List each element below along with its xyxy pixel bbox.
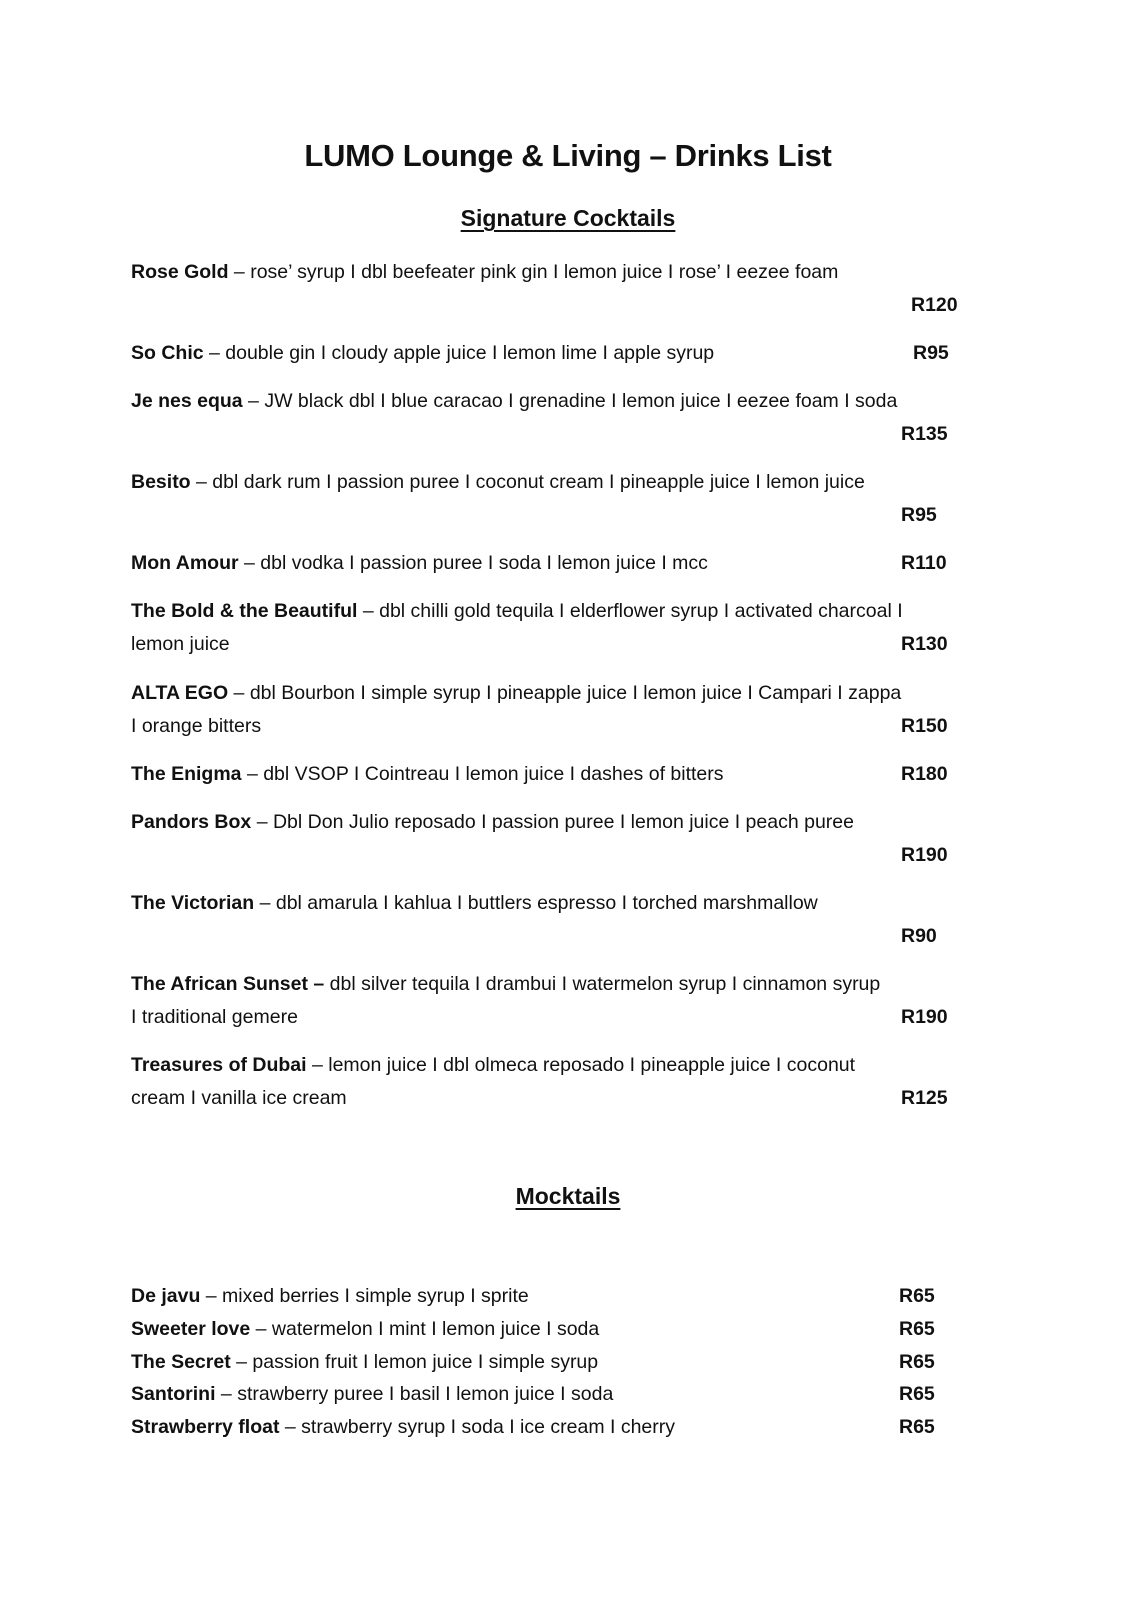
item-price: R65: [899, 1351, 935, 1373]
mocktail-item-de-javu: [131, 1280, 1011, 1313]
item-price: R110: [901, 552, 947, 574]
item-name: The Victorian: [131, 892, 255, 914]
item-description: dbl silver tequila I drambui I watermelon syrup I cinnamon syrup I traditional gemere: [131, 973, 881, 1028]
mocktails-heading: Mocktails: [515, 1183, 621, 1209]
cocktail-item-rose-gold: [131, 256, 1011, 316]
item-name: ALTA EGO: [131, 682, 229, 704]
item-price: R150: [901, 715, 948, 737]
item-description: – dbl dark rum I passion puree I coconut cream I pineapple juice I lemon juice: [190, 471, 865, 493]
mocktail-item-strawberry-float: [131, 1411, 1011, 1444]
item-name: Strawberry float: [131, 1416, 280, 1438]
cocktail-item-besito: [131, 466, 1011, 526]
item-price: R95: [901, 504, 937, 526]
item-description: – strawberry syrup I soda I ice cream I cherry: [279, 1416, 676, 1438]
cocktail-item-alta-ego: [131, 677, 948, 743]
cocktail-item-bold-beautiful: [131, 595, 948, 661]
item-description: – dbl amarula I kahlua I buttlers espresso I torched marshmallow: [254, 892, 818, 914]
item-name: Santorini: [131, 1383, 216, 1405]
item-price: R125: [901, 1087, 948, 1109]
item-price: R90: [901, 925, 937, 947]
item-description: – dbl chilli gold tequila I elderflower syrup I activated charcoal I lemon juice: [131, 600, 903, 655]
item-description: – watermelon I mint I lemon juice I soda: [250, 1318, 600, 1340]
item-name: So Chic: [131, 342, 204, 364]
item-name: De javu: [131, 1285, 201, 1307]
item-description: – rose’ syrup I dbl beefeater pink gin I lemon juice I rose’ I eezee foam: [228, 261, 839, 283]
item-description: – dbl Bourbon I simple syrup I pineapple juice I lemon juice I Campari I zappa I orange bitters: [131, 682, 902, 737]
cocktail-item-treasures-of-dubai: [131, 1049, 948, 1115]
item-description: – lemon juice I dbl olmeca reposado I pineapple juice I coconut cream I vanilla ice cream: [131, 1054, 856, 1109]
mocktail-item-sweeter-love: [131, 1313, 1011, 1346]
item-description: – strawberry puree I basil I lemon juice I soda: [215, 1383, 614, 1405]
cocktail-item-pandors-box: [131, 806, 1011, 866]
item-name: Besito: [131, 471, 191, 493]
item-price: R120: [911, 294, 958, 316]
cocktail-item-the-enigma: [131, 758, 1011, 791]
cocktail-item-so-chic: [131, 337, 1011, 370]
mocktail-item-santorini: [131, 1378, 1011, 1411]
item-name: The African Sunset –: [131, 973, 325, 995]
item-price: R65: [899, 1285, 935, 1307]
item-name: The Enigma: [131, 763, 242, 785]
item-description: – Dbl Don Julio reposado I passion puree I lemon juice I peach puree: [251, 811, 854, 833]
item-price: R65: [899, 1416, 935, 1438]
item-name: Rose Gold: [131, 261, 229, 283]
item-description: – passion fruit I lemon juice I simple syrup: [230, 1351, 599, 1373]
item-price: R180: [901, 763, 948, 785]
item-name: The Bold & the Beautiful: [131, 600, 358, 622]
item-price: R130: [901, 633, 948, 655]
item-name: Treasures of Dubai: [131, 1054, 307, 1076]
item-price: R190: [901, 844, 948, 866]
item-name: Sweeter love: [131, 1318, 251, 1340]
item-name: Mon Amour: [131, 552, 239, 574]
item-price: R135: [901, 423, 948, 445]
signature-cocktails-heading: Signature Cocktails: [460, 205, 676, 231]
cocktail-item-african-sunset: [131, 968, 948, 1034]
item-price: R95: [913, 342, 949, 364]
cocktail-item-the-victorian: [131, 887, 1011, 947]
cocktail-item-je-nes-equa: [131, 385, 1011, 445]
item-description: – mixed berries I simple syrup I sprite: [200, 1285, 529, 1307]
item-price: R190: [901, 1006, 948, 1028]
page-title: LUMO Lounge & Living – Drinks List: [304, 138, 832, 173]
item-name: Je nes equa: [131, 390, 243, 412]
cocktail-item-mon-amour: [131, 547, 1011, 580]
item-description: – dbl vodka I passion puree I soda I lemon juice I mcc: [238, 552, 708, 574]
item-description: – dbl VSOP I Cointreau I lemon juice I dashes of bitters: [241, 763, 724, 785]
item-name: The Secret: [131, 1351, 231, 1373]
item-description: – double gin I cloudy apple juice I lemon lime I apple syrup: [203, 342, 715, 364]
item-price: R65: [899, 1383, 935, 1405]
mocktail-item-the-secret: [131, 1346, 1011, 1379]
item-description: – JW black dbl I blue caracao I grenadine I lemon juice I eezee foam I soda: [242, 390, 898, 412]
item-name: Pandors Box: [131, 811, 252, 833]
item-price: R65: [899, 1318, 935, 1340]
